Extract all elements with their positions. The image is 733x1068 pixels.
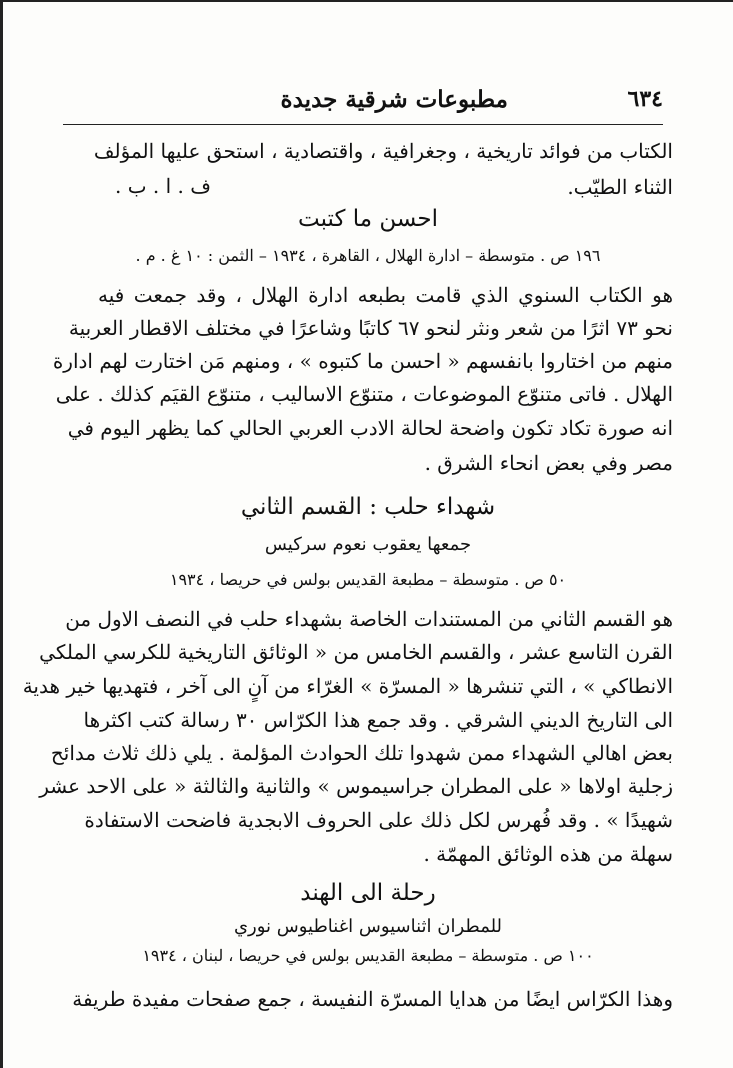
review2-line-8: سهلة من هذه الوثائق المهمّة . <box>423 842 673 866</box>
review3-author: للمطران اثناسيوس اغناطيوس نوري <box>233 916 503 937</box>
review1-line-4: الهلال . فاتى متنوّع الموضوعات ، متنوّع الاساليب ، متنوّع القيَم كذلك . على <box>55 382 673 406</box>
review1-details: ١٩٦ ص . متوسطة – ادارة الهلال ، القاهرة ، ١٩٣٤ – الثمن : ١٠ غ . م . <box>135 246 601 265</box>
intro-line-1: الكتاب من فوائد تاريخية ، وجغرافية ، واقتصادية ، استحق عليها المؤلف <box>93 139 673 163</box>
running-title: مطبوعات شرقية جديدة <box>280 86 508 113</box>
reviewer-signature: ف . ا . ب . <box>115 174 211 198</box>
review2-line-5: بعض اهالي الشهداء ممن شهدوا تلك الحوادث المؤلمة . يلي ذلك ثلاث مدائح <box>50 741 673 765</box>
review2-details: ٥٠ ص . متوسطة – مطبعة القديس بولس في حريصا ، ١٩٣٤ <box>169 570 567 589</box>
review2-line-4: الى التاريخ الديني الشرقي . وقد جمع هذا الكرّاس ٣٠ رسالة كتب اكثرها <box>83 708 673 732</box>
page-number: ٦٣٤ <box>627 86 663 112</box>
review3-details: ١٠٠ ص . متوسطة – مطبعة القديس بولس في حريصا ، لبنان ، ١٩٣٤ <box>142 946 594 965</box>
review3-title: رحلة الى الهند <box>300 880 436 906</box>
review1-title: احسن ما كتبت <box>298 206 438 232</box>
review1-line-2: نحو ٧٣ اثرًا من شعر ونثر لنحو ٦٧ كاتبًا وشاعرًا في مختلف الاقطار العربية <box>68 316 673 340</box>
review1-line-3: منهم من اختاروا بانفسهم « احسن ما كتبوه » ، ومنهم مَن اختارت لهم ادارة <box>52 349 673 373</box>
review2-line-1: هو القسم الثاني من المستندات الخاصة بشهداء حلب في النصف الاول من <box>65 607 673 631</box>
review2-line-7: شهيدًا » . وقد فُهرس لكل ذلك على الحروف الابجدية فاضحت الاستفادة <box>84 808 673 832</box>
review1-line-1: هو الكتاب السنوي الذي قامت بطبعه ادارة الهلال ، وقد جمعت فيه <box>98 283 673 307</box>
review3-line-1: وهذا الكرّاس ايضًا من هدايا المسرّة النفيسة ، جمع صفحات مفيدة طريفة <box>72 987 673 1011</box>
page-header <box>63 84 663 125</box>
intro-line-2: الثناء الطيّب. <box>567 175 673 199</box>
review2-line-3: الانطاكي » ، التي تنشرها « المسرّة » الغرّاء من آنٍ الى آخر ، فتهديها خير هدية <box>22 674 673 698</box>
review1-line-5: انه صورة تكاد تكون واضحة لحالة الادب العربي الحالي كما يظهر اليوم في <box>67 416 673 440</box>
review2-line-2: القرن التاسع عشر ، والقسم الخامس من « الوثائق التاريخية للكرسي الملكي <box>39 640 673 664</box>
review2-editor: جمعها يعقوب نعوم سركيس <box>264 534 472 555</box>
review1-line-6: مصر وفي بعض انحاء الشرق . <box>424 451 673 475</box>
review2-title: شهداء حلب : القسم الثاني <box>240 494 496 520</box>
review2-line-6: زجلية اولاها « على المطران جراسيموس » والثانية والثالثة « على الاحد عشر <box>39 774 673 798</box>
